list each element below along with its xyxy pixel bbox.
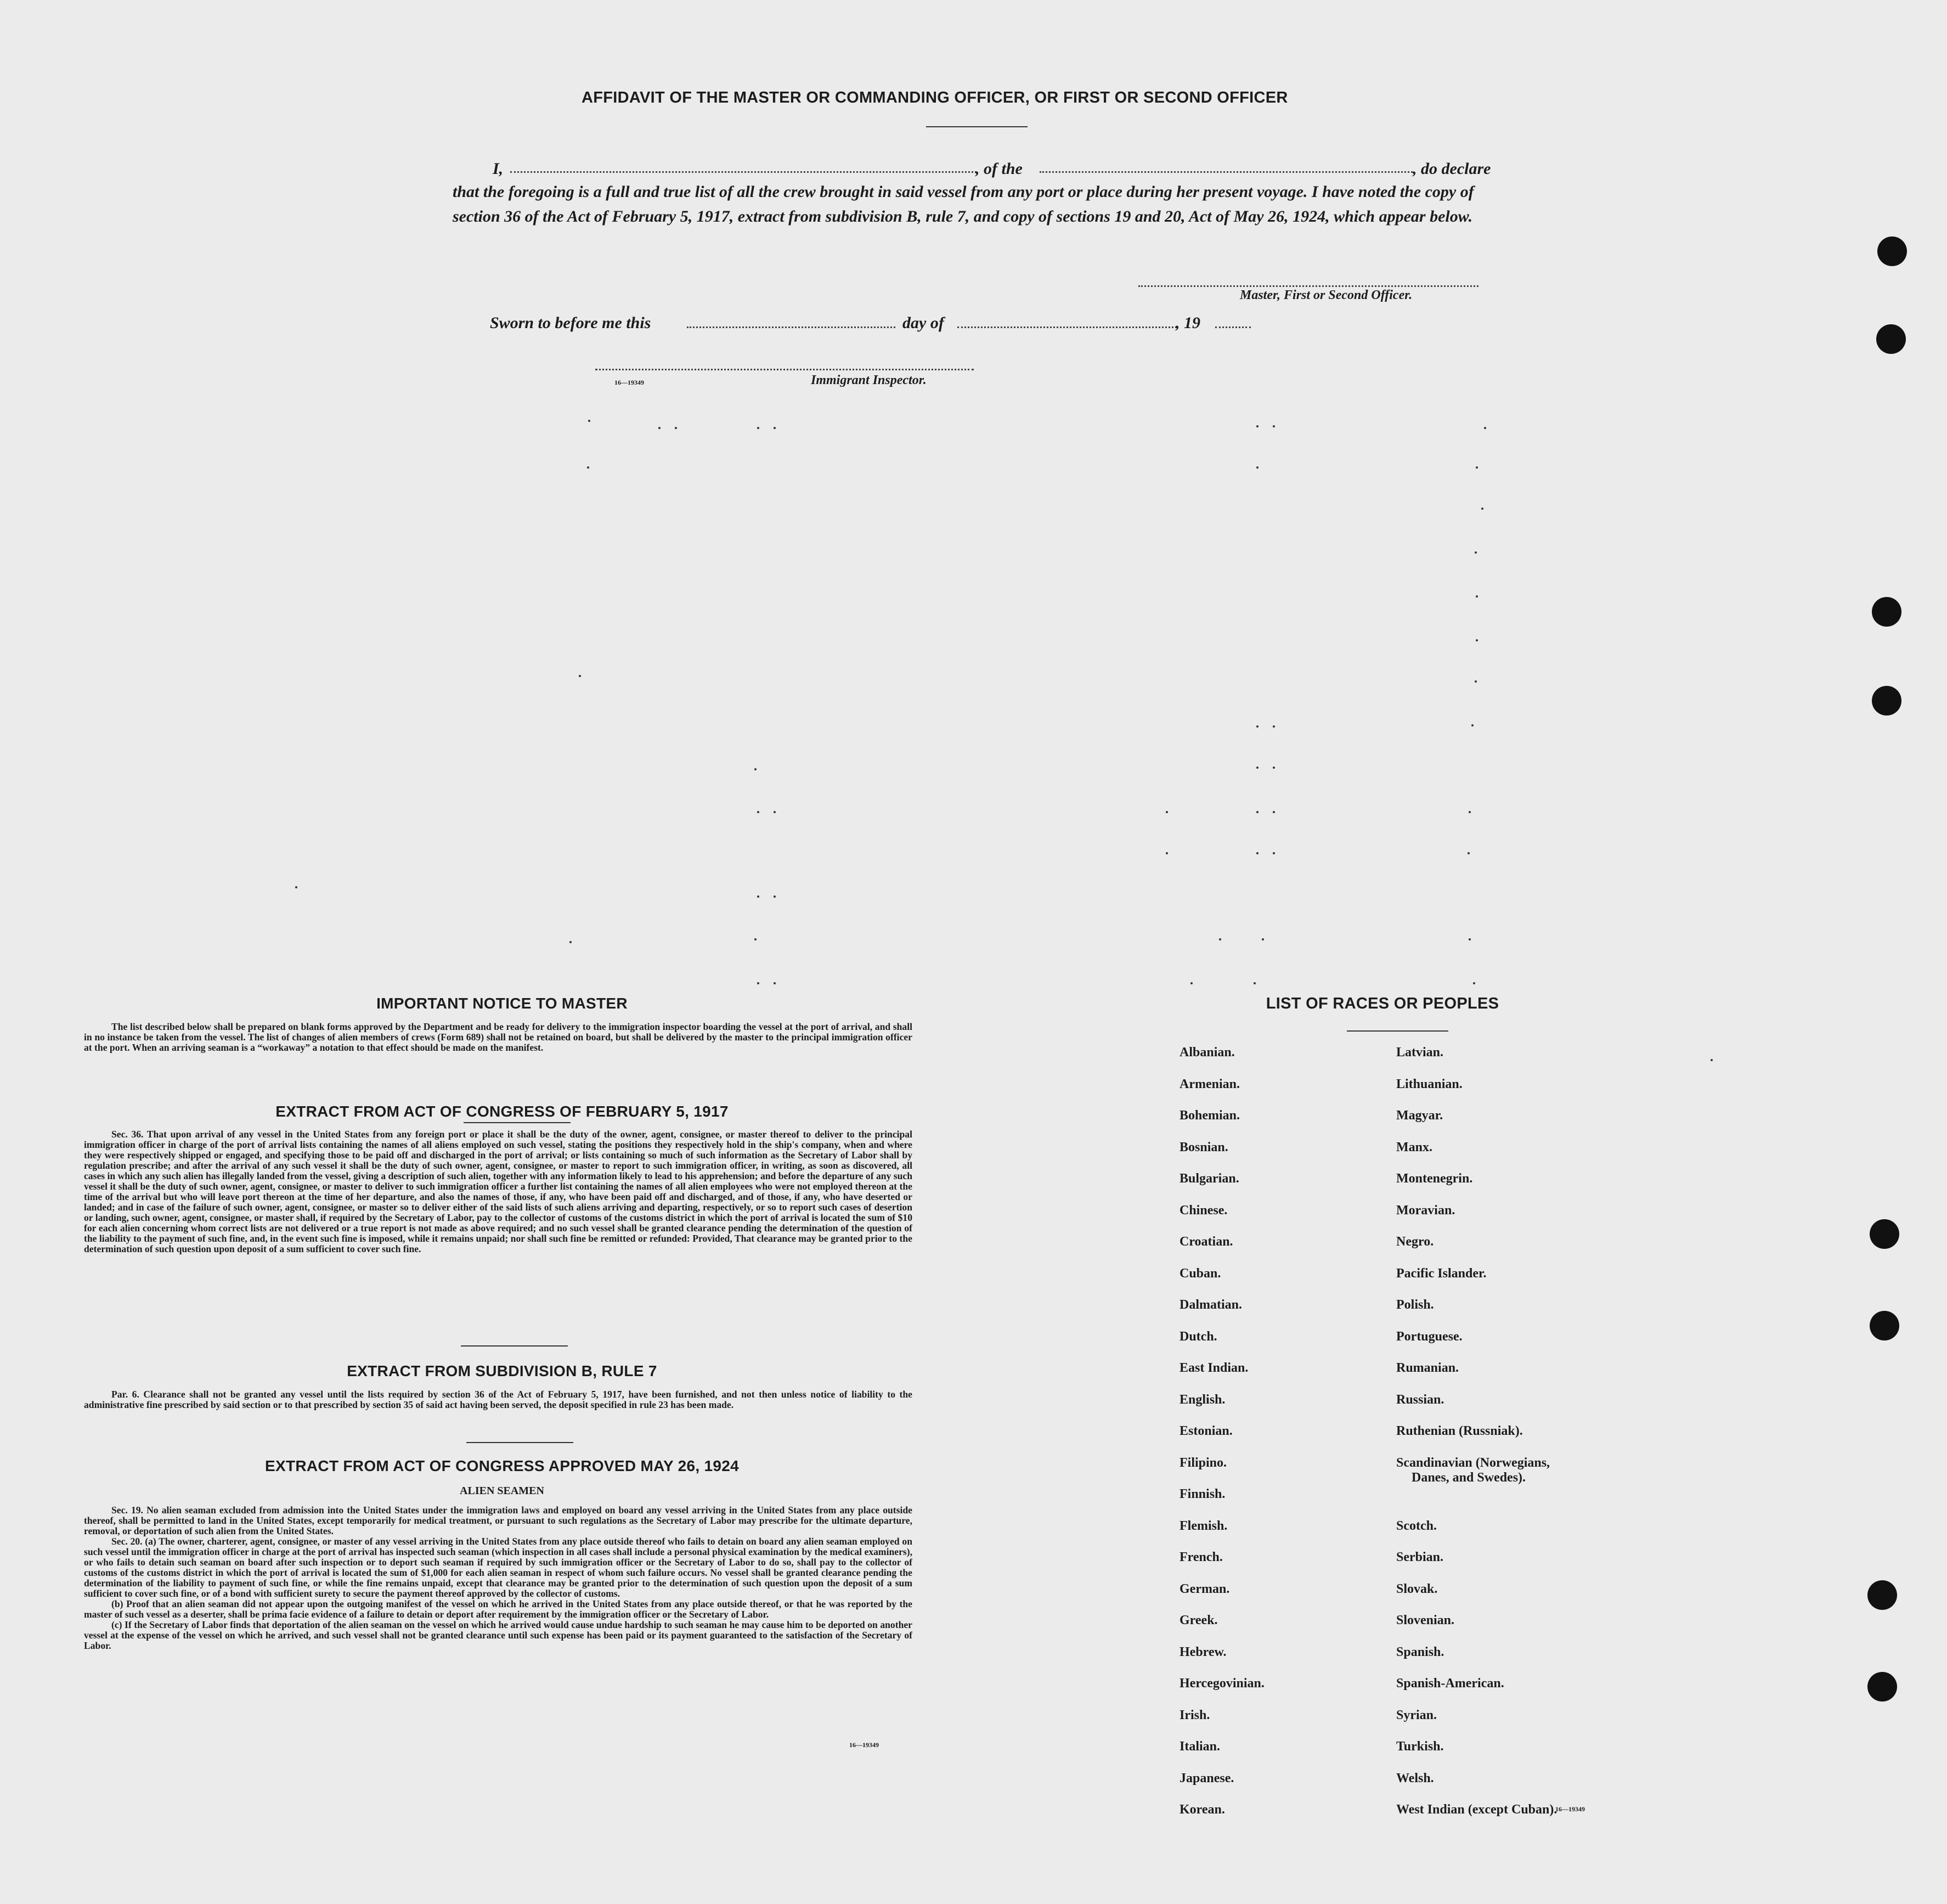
declaration-of-the: , of the [975, 160, 1023, 178]
race-item: German. [1180, 1581, 1230, 1596]
speck [1481, 508, 1483, 510]
speck [1256, 725, 1259, 728]
speck [1469, 938, 1471, 940]
race-item: Dutch. [1180, 1329, 1217, 1344]
race-item: Cuban. [1180, 1266, 1221, 1281]
race-item: Flemish. [1180, 1518, 1228, 1533]
race-item: French. [1180, 1550, 1223, 1564]
punch-hole [1872, 686, 1901, 716]
extract-1917-heading: EXTRACT FROM ACT OF CONGRESS OF FEBRUARY 5, 1917 [275, 1103, 729, 1120]
divider-2 [461, 1345, 568, 1347]
name-blank [510, 171, 977, 173]
race-item: Scotch. [1396, 1518, 1437, 1533]
speck [1473, 982, 1475, 984]
race-item: Lithuanian. [1396, 1077, 1463, 1091]
sworn-year: , 19 [1176, 314, 1200, 332]
speck [774, 427, 776, 429]
race-item: Slovenian. [1396, 1613, 1455, 1627]
speck [1476, 595, 1478, 598]
speck [579, 675, 581, 677]
speck [774, 982, 776, 984]
punch-hole [1867, 1580, 1897, 1610]
race-item: Croatian. [1180, 1235, 1233, 1249]
races-left-column [1180, 1045, 1265, 1834]
race-item: Dalmatian. [1180, 1298, 1242, 1312]
notice-heading: IMPORTANT NOTICE TO MASTER [376, 995, 628, 1012]
race-item: Slovak. [1396, 1581, 1438, 1596]
race-item: Rumanian. [1396, 1361, 1459, 1375]
divider-1 [464, 1122, 571, 1123]
speck [1273, 852, 1275, 854]
race-item: Montenegrin. [1396, 1171, 1473, 1186]
speck [1256, 425, 1259, 427]
race-item: Hebrew. [1180, 1644, 1227, 1659]
race-item-scandinavian [1396, 1456, 1557, 1519]
race-item: Serbian. [1396, 1550, 1444, 1564]
race-item: Syrian. [1396, 1708, 1437, 1722]
notice-body [84, 1022, 912, 1053]
race-item: Polish. [1396, 1298, 1434, 1312]
alien-seamen-subheading: ALIEN SEAMEN [460, 1485, 544, 1497]
speck [1166, 811, 1168, 813]
speck [1468, 852, 1470, 854]
speck [754, 768, 757, 770]
speck [569, 941, 572, 943]
race-item: Irish. [1180, 1708, 1210, 1722]
form-number-top: 16—19349 [614, 379, 644, 386]
race-item: Spanish. [1396, 1644, 1444, 1659]
speck [295, 886, 297, 888]
extract-1917-body [84, 1129, 912, 1254]
divider-3 [466, 1442, 573, 1443]
speck [1475, 551, 1477, 554]
declaration-do-declare: , do declare [1413, 160, 1491, 178]
punch-hole [1870, 1311, 1899, 1340]
race-item: Greek. [1180, 1613, 1218, 1627]
race-item: Portuguese. [1396, 1329, 1463, 1344]
speck [757, 982, 759, 984]
race-item: Spanish-American. [1396, 1676, 1504, 1691]
vessel-blank [1040, 171, 1413, 173]
sec-36-paragraph: Sec. 36. That upon arrival of any vessel in the United States from any foreign port or place it shall be the duty of the owner, agent, consignee, or master thereof to deliver to the principal immigration officer in charge of the port of arrival lists containing the names of all aliens employed on such vessel, stating the positions they respectively hold in the ship's company, when and where they were respectively shipped or engaged, and specifying those to be paid off and discharged in the port of arrival; or lists containing so much of such information as the Secretary of Labor shall by regulation prescribe; and after the arrival of any such vessel it shall be the duty of such owner, agent, consignee, or master to report to such immigration officer, in writing, as soon as discovered, all cases in which any such alien has illegally landed from the vessel, giving a description of such alien, together with any information likely to lead to his apprehension; and before the departure of any such vessel it shall be the duty of such owner, agent, consignee, or master to deliver to such immigration officer a further list containing the names of all alien employees who were not employed thereon at the time of the arrival but who will leave port thereon at the time of her departure, and also the names of those, if any, who have been paid off and discharged, and of those, if any, who have deserted or landed; and in case of the failure of such owner, agent, consignee, or master so to deliver either of the said lists of such aliens arriving and departing, respectively, or so to report such cases of desertion or landing, such owner, agent, consignee, or master shall, if required by the Secretary of Labor, pay to the collector of customs of the customs district in which the port of arrival is located the sum of $10 for each alien concerning whom correct lists are not delivered or a true report is not made as above required; and no such vessel shall be granted clearance pending the determination of the question of the liability to the payment of such fine, and, in the event such fine is imposed, while it remains unpaid; nor shall such fine be remitted or refunded: Provided, That clearance may be granted prior to the determination of such question upon deposit of a sum sufficient to cover such fine. [84, 1129, 912, 1254]
punch-hole [1876, 324, 1906, 354]
inspector-label: Immigrant Inspector. [811, 373, 927, 387]
sworn-label: Sworn to before me this [490, 314, 651, 332]
extract-rule7-heading: EXTRACT FROM SUBDIVISION B, RULE 7 [347, 1362, 657, 1379]
punch-hole [1867, 1672, 1897, 1702]
race-item: Korean. [1180, 1802, 1225, 1817]
speck [757, 811, 759, 813]
speck [588, 420, 590, 422]
sec-20b-paragraph: (b) Proof that an alien seaman did not appear upon the outgoing manifest of the vessel on which he arrived in the United States from any place outside thereof, or that he was reported by the master of such vessel as a deserter, shall be prima facie evidence of a failure to detain or deport after requirement by the immigration officer or the Secretary of Labor. [84, 1598, 912, 1620]
race-item: Albanian. [1180, 1045, 1235, 1060]
race-item: Bulgarian. [1180, 1171, 1239, 1186]
race-item: Pacific Islander. [1396, 1266, 1487, 1281]
speck [1256, 811, 1259, 813]
speck [658, 427, 661, 429]
form-number-left: 16—19349 [849, 1741, 879, 1749]
punch-hole [1877, 236, 1907, 266]
speck [1262, 938, 1264, 940]
declaration-i: I, [493, 160, 504, 178]
speck [757, 895, 759, 898]
speck [1476, 639, 1478, 641]
speck [1256, 767, 1259, 769]
race-item: Scandinavian (Norwegians, [1396, 1455, 1550, 1470]
speck [675, 427, 677, 429]
speck [774, 895, 776, 898]
race-item-continued: Danes, and Swedes). [1412, 1470, 1526, 1485]
speck [1711, 1059, 1713, 1061]
speck [1273, 767, 1275, 769]
race-item: Moravian. [1396, 1203, 1455, 1218]
speck [754, 938, 757, 940]
race-item: Turkish. [1396, 1739, 1444, 1754]
races-underline [1347, 1030, 1448, 1032]
punch-hole [1872, 597, 1901, 627]
race-item: Latvian. [1396, 1045, 1444, 1060]
sec-20c-paragraph: (c) If the Secretary of Labor finds that deportation of the alien seaman on the vessel on which he arrived would cause undue hardship to such seaman he may cause him to be deported on another vessel at the expense of the vessel on which he arrived, and such vessel shall not be granted clearance until such expense has been paid or its payment guaranteed to the satisfaction of the Secretary of Labor. [84, 1619, 912, 1651]
race-item: Negro. [1396, 1235, 1434, 1249]
speck [1166, 852, 1168, 854]
races-heading: LIST OF RACES OR PEOPLES [1266, 995, 1499, 1012]
speck [1190, 982, 1193, 984]
master-signature-line [1138, 285, 1478, 287]
race-item: Japanese. [1180, 1771, 1234, 1785]
speck [1469, 811, 1471, 813]
title-underline [926, 126, 1028, 127]
speck [587, 466, 589, 469]
race-item: East Indian. [1180, 1361, 1249, 1375]
speck [1273, 425, 1275, 427]
form-number-right: 16—19349 [1555, 1805, 1585, 1813]
race-item: Bohemian. [1180, 1108, 1240, 1123]
sworn-day-of: day of [902, 314, 944, 332]
speck [1219, 938, 1221, 940]
speck [757, 427, 759, 429]
speck [1273, 811, 1275, 813]
extract-1924-heading: EXTRACT FROM ACT OF CONGRESS APPROVED MAY 26, 1924 [265, 1457, 739, 1474]
punch-hole [1870, 1219, 1899, 1249]
speck [1475, 680, 1477, 683]
extract-1924-body [84, 1505, 912, 1651]
race-item: Russian. [1396, 1392, 1444, 1407]
speck [1256, 466, 1259, 469]
speck [774, 811, 776, 813]
race-item: Filipino. [1180, 1455, 1227, 1470]
inspector-signature-line [595, 369, 974, 370]
speck [1273, 725, 1275, 728]
race-item: Manx. [1396, 1140, 1432, 1154]
race-item: English. [1180, 1392, 1226, 1407]
speck [1254, 982, 1256, 984]
sec-19-paragraph: Sec. 19. No alien seaman excluded from admission into the United States under the immigration laws and employed on board any vessel arriving in the United States from any place outside thereof, shall be permitted to land in the United States, except temporarily for medical treatment, or pursuant to such regulations as the Secretary of Labor may prescribe for the ultimate departure, removal, or deportation of such alien from the United States. [84, 1505, 912, 1536]
race-item: Italian. [1180, 1739, 1221, 1754]
race-item: West Indian (except Cuban). [1396, 1802, 1557, 1817]
sec-20a-paragraph: Sec. 20. (a) The owner, charterer, agent, consignee, or master of any vessel arriving in the United States from any place outside thereof who fails to detain on board any alien seaman employed on such vessel until the immigration officer in charge at the port of arrival has inspected such seaman (which inspection in all cases shall include a personal physical examination by the medical examiners), or who fails to detain such seaman on board after such inspection or to deport such seaman if required by such immigration officer or the Secretary of Labor to do so, shall pay to the collector of customs of the customs district in which the port of arrival is located the sum of $1,000 for each alien seaman in respect of whom such failure occurs. No vessel shall be granted clearance pending the determination of the liability to payment of such fine, or while the fine remains unpaid, except that clearance may be granted prior to the determination of such question upon the deposit of a sum sufficient to cover such fine, or of a bond with sufficient surety to secure the payment thereof approved by the collector of customs. [84, 1536, 912, 1599]
sworn-month-blank [957, 326, 1177, 328]
race-item: Estonian. [1180, 1424, 1233, 1438]
notice-paragraph: The list described below shall be prepared on blank forms approved by the Department and be ready for delivery to the immigration inspector boarding the vessel at the port of arrival, and shall in no instance be taken from the vessel. The list of changes of alien members of crews (Form 689) shall not be retained on board, but shall be delivered by the master to the principal immigration officer at the port. When an arriving seaman is a “workaway” a notation to that effect should be made on the manifest. [84, 1021, 912, 1053]
speck [1471, 724, 1474, 726]
affidavit-title: AFFIDAVIT OF THE MASTER OR COMMANDING OFFICER, OR FIRST OR SECOND OFFICER [582, 89, 1288, 106]
race-item: Armenian. [1180, 1077, 1240, 1091]
race-item: Magyar. [1396, 1108, 1443, 1123]
extract-rule7-body [84, 1389, 912, 1410]
race-item: Finnish. [1180, 1487, 1226, 1501]
race-item: Hercegovinian. [1180, 1676, 1265, 1691]
race-item: Chinese. [1180, 1203, 1228, 1218]
speck [1256, 852, 1259, 854]
race-item: Bosnian. [1180, 1140, 1228, 1154]
par-6-paragraph: Par. 6. Clearance shall not be granted any vessel until the lists required by section 36 of the Act of February 5, 1917, have been furnished, and not then unless notice of liability to the administrative fine prescribed by said section or to that prescribed by section 35 of said act having been served, the deposit specified in rule 23 has been made. [84, 1389, 912, 1410]
race-item: Ruthenian (Russniak). [1396, 1424, 1523, 1438]
speck [1476, 466, 1478, 469]
speck [1484, 427, 1486, 429]
sworn-day-blank [687, 326, 895, 328]
race-item: Welsh. [1396, 1771, 1434, 1785]
races-right-column [1396, 1045, 1557, 1834]
declaration-body: that the foregoing is a full and true list of all the crew brought in said vessel from any port or place during her present voyage. I have noted the copy of section 36 of the Act of February 5, 1917, extract from subdivision B, rule 7, and copy of sections 19 and 20, Act of May 26, 1924, which appear below. [453, 183, 1474, 226]
sworn-year-blank [1215, 326, 1251, 328]
master-signature-label: Master, First or Second Officer. [1240, 288, 1413, 302]
